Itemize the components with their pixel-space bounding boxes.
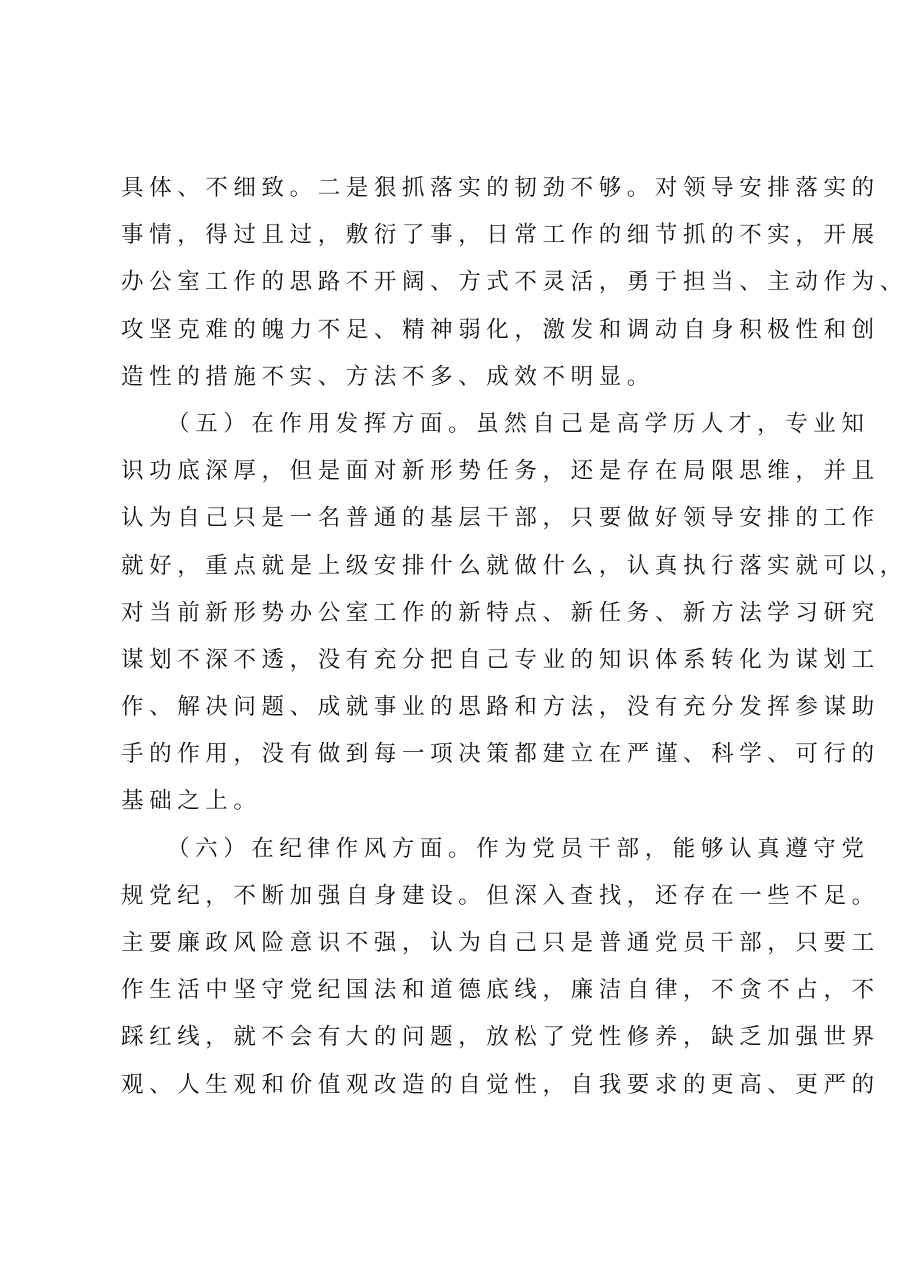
text-line: 观、人生观和价值观改造的自觉性，自我要求的更高、更严的 [121,1071,880,1098]
text-line: 识功底深厚，但是面对新形势任务，还是存在局限思维，并且 [121,458,880,485]
text-line: 基础之上。 [121,788,262,815]
text-line: 事情，得过且过，敷衍了事，日常工作的细节抓的不实，开展 [121,222,880,249]
text-line: 手的作用，没有做到每一项决策都建立在严谨、科学、可行的 [121,741,880,768]
text-line: 造性的措施不实、方法不多、成效不明显。 [121,363,655,390]
text-line: 认为自己只是一名普通的基层干部，只要做好领导安排的工作 [121,505,880,532]
text-line: 对当前新形势办公室工作的新特点、新任务、新方法学习研究 [121,599,880,626]
text-line: 就好，重点就是上级安排什么就做什么，认真执行落实就可以， [121,552,908,579]
text-line: 作、解决问题、成就事业的思路和方法，没有充分发挥参谋助 [121,694,880,721]
text-line: 踩红线，就不会有大的问题，放松了党性修养，缺乏加强世界 [121,1024,880,1051]
section-5-heading-line: （五）在作用发挥方面。虽然自己是高学历人才，专业知 [167,410,870,437]
text-line: 办公室工作的思路不开阔、方式不灵活，勇于担当、主动作为、 [121,269,908,296]
document-body [121,165,908,1109]
section-6-heading-line: （六）在纪律作风方面。作为党员干部，能够认真遵守党 [167,835,870,862]
text-line: 规党纪，不断加强自身建设。但深入查找，还存在一些不足。 [121,882,880,909]
text-line: 谋划不深不透，没有充分把自己专业的知识体系转化为谋划工 [121,646,880,673]
text-line: 具体、不细致。二是狠抓落实的韧劲不够。对领导安排落实的 [121,175,880,201]
text-line: 主要廉政风险意识不强，认为自己只是普通党员干部，只要工 [121,930,880,956]
text-line: 作生活中坚守党纪国法和道德底线，廉洁自律，不贪不占，不 [121,977,880,1004]
text-line: 攻坚克难的魄力不足、精神弱化，激发和调动自身积极性和创 [121,316,880,343]
